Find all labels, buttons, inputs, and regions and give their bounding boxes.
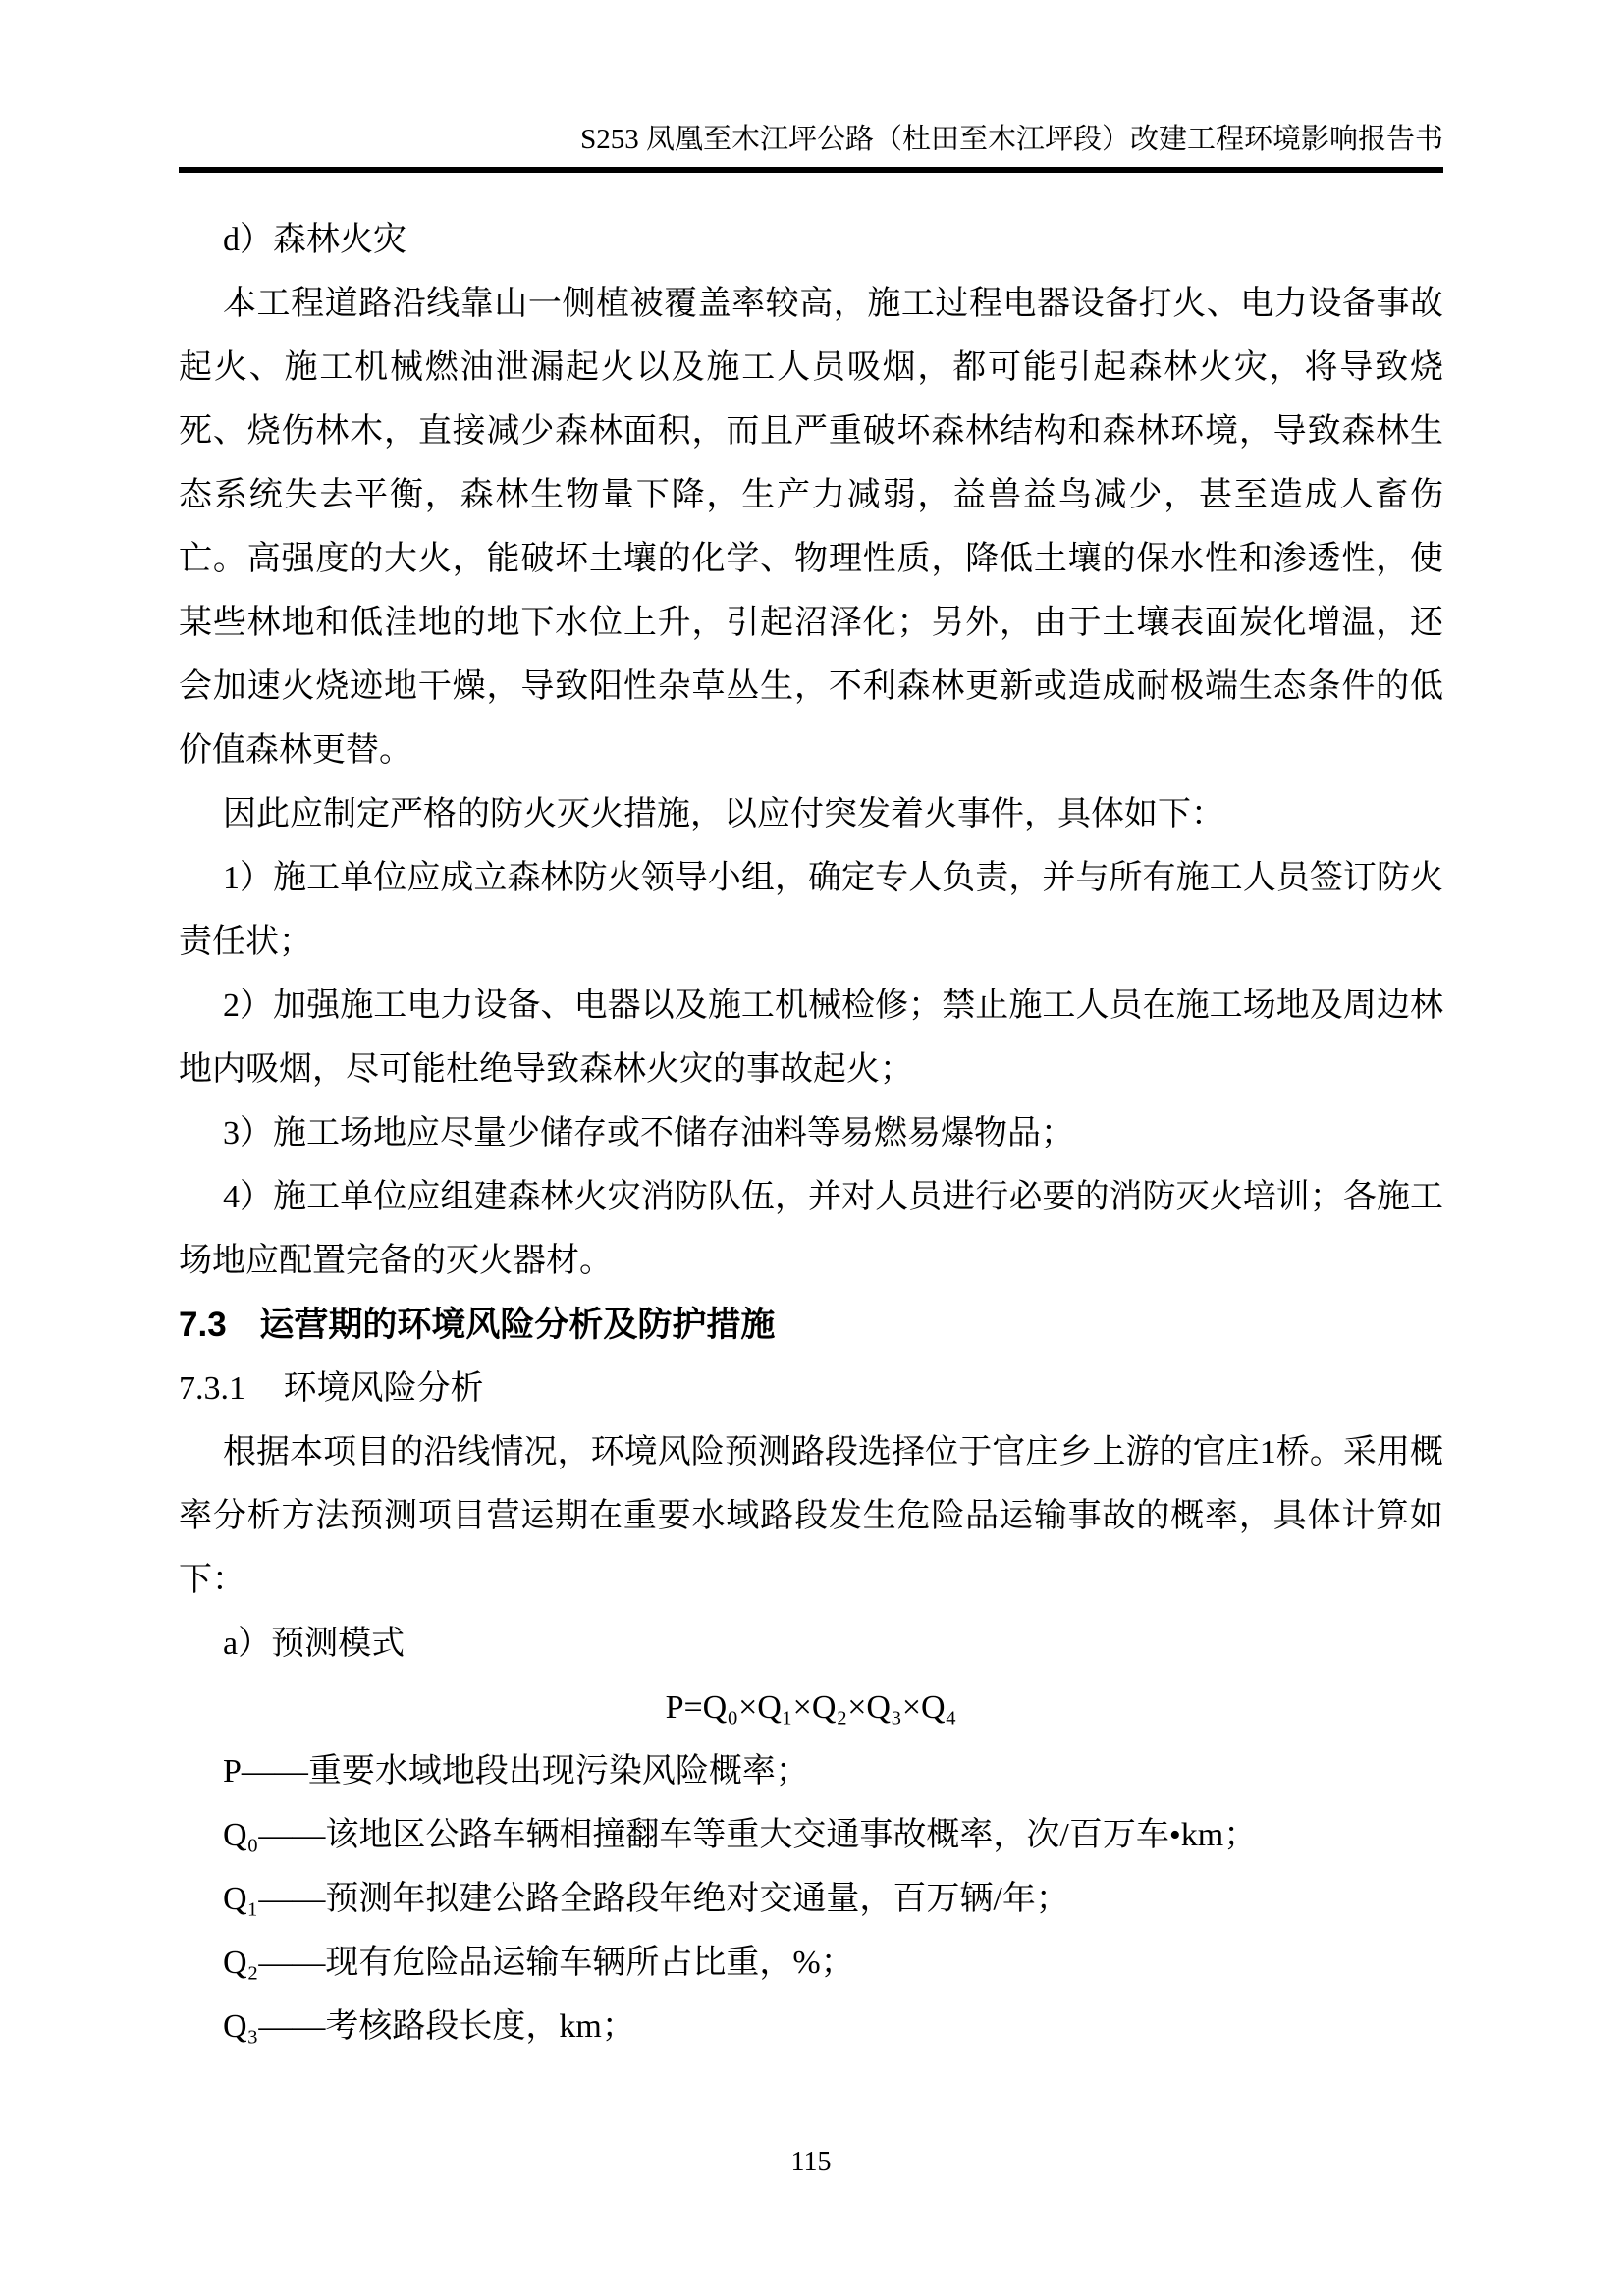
page-header bbox=[179, 122, 1443, 157]
risk-analysis-paragraph: 根据本项目的沿线情况，环境风险预测路段选择位于官庄乡上游的官庄1桥。采用概率分析方法预测项目营运期在重要水域路段发生危险品运输事故的概率，具体计算如下： bbox=[179, 1434, 1443, 1598]
section-title-7-3-1: 环境风险分析 bbox=[283, 1370, 484, 1407]
formula-definition-q1: Q₁——预测年拟建公路全路段年绝对交通量，百万辆/年； bbox=[223, 1881, 1069, 1917]
formula-definition-p: P——重要水域地段出现污染风险概率； bbox=[223, 1753, 809, 1789]
report-title: S253 凤凰至木江坪公路（杜田至木江坪段）改建工程环境影响报告书 bbox=[580, 124, 1443, 155]
section-number-7-3-1: 7.3.1 bbox=[179, 1370, 245, 1407]
page-number: 115 bbox=[790, 2147, 832, 2177]
fire-measure-item-2: 2）加强施工电力设备、电器以及施工机械检修；禁止施工人员在施工场地及周边林地内吸烟，尽可能杜绝导致森林火灾的事故起火； bbox=[179, 988, 1443, 1088]
fire-measure-item-4: 4）施工单位应组建森林火灾消防队伍，并对人员进行必要的消防灭火培训；各施工场地应配置完备的灭火器材。 bbox=[179, 1179, 1443, 1279]
item-a-heading: a）预测模式 bbox=[223, 1626, 406, 1662]
forest-fire-paragraph: 本工程道路沿线靠山一侧植被覆盖率较高，施工过程电器设备打火、电力设备事故起火、施工机械燃油泄漏起火以及施工人员吸烟，都可能引起森林火灾，将导致烧死、烧伤林木，直接减少森林面积，而且严重破坏森林结构和森林环境，导致森林生态系统失去平衡，森林生物量下降，生产力减弱，益兽益鸟减少，甚至造成人畜伤亡。高强度的大火，能破坏土壤的化学、物理性质，降低土壤的保水性和渗透性，使某些林地和低洼地的地下水位上升，引起沼泽化；另外，由于土壤表面炭化增温，还会加速火烧迹地干燥，导致阳性杂草丛生，不利森林更新或造成耐极端生态条件的低价值森林更替。 bbox=[179, 286, 1443, 769]
formula-definition-q2: Q₂——现有危险品运输车辆所占比重，%； bbox=[223, 1945, 854, 1981]
section-number-7-3: 7.3 bbox=[179, 1306, 227, 1344]
section-title-7-3: 运营期的环境风险分析及防护措施 bbox=[259, 1306, 776, 1344]
formula-definition-q0: Q₀——该地区公路车辆相撞翻车等重大交通事故概率，次/百万车•km； bbox=[223, 1817, 1258, 1853]
fire-measures-intro: 因此应制定严格的防火灭火措施，以应付突发着火事件，具体如下： bbox=[223, 796, 1224, 832]
item-d-heading: d）森林火灾 bbox=[223, 222, 406, 258]
header-rule bbox=[179, 167, 1443, 173]
section-heading-7-3-1 bbox=[179, 1357, 1443, 1420]
page-footer bbox=[179, 2146, 1443, 2179]
page-body bbox=[179, 208, 1443, 2058]
section-heading-7-3 bbox=[179, 1293, 1443, 1357]
formula-definition-q3: Q₃——考核路段长度，km； bbox=[223, 2008, 635, 2045]
fire-measure-item-3: 3）施工场地应尽量少储存或不储存油料等易燃易爆物品； bbox=[223, 1115, 1074, 1151]
fire-measure-item-1: 1）施工单位应成立森林防火领导小组，确定专人负责，并与所有施工人员签订防火责任状； bbox=[179, 860, 1443, 960]
risk-probability-formula: P=Q₀×Q₁×Q₂×Q₃×Q₄ bbox=[665, 1689, 957, 1726]
